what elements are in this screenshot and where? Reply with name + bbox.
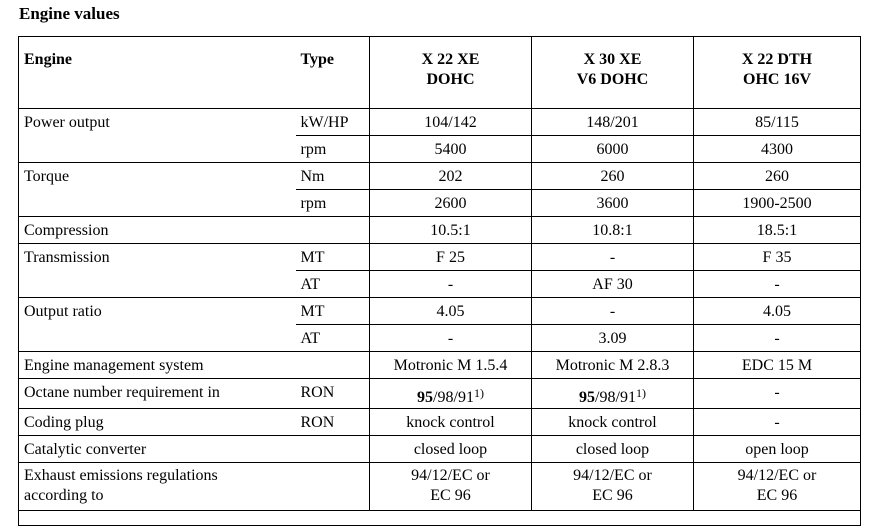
table-row-blank (19, 511, 861, 526)
cell-coding-e1: knock control (370, 409, 532, 436)
row-label-power-output: Power output (19, 109, 296, 136)
table-row-compression (19, 217, 861, 244)
cell-transmission-at-e3: - (694, 271, 861, 298)
table-row-transmission-at (19, 271, 861, 298)
cell-ratio-mt-e1: 4.05 (370, 298, 532, 325)
octane-e1-alternatives: /98/91 (433, 389, 474, 406)
octane-e2-alternatives: /98/91 (595, 389, 636, 406)
exhaust-label-line-1: Exhaust emissions regulations (24, 467, 218, 484)
table-row-transmission (19, 244, 861, 271)
cell-compression-e1: 10.5:1 (370, 217, 532, 244)
cell-torque-e2: 260 (532, 163, 694, 190)
cell-power-e1: 104/142 (370, 109, 532, 136)
exhaust-e2-line-2: EC 96 (592, 487, 633, 504)
cell-catalytic-e2: closed loop (532, 436, 694, 463)
row-label-compression: Compression (19, 217, 296, 244)
cell-coding-e2: knock control (532, 409, 694, 436)
exhaust-label-line-2: according to (24, 487, 104, 504)
header-engine-1-code: X 22 XE (421, 51, 480, 68)
table-row-catalytic-converter (19, 436, 861, 463)
cell-exhaust-e2 (532, 463, 694, 511)
unit-at: AT (296, 325, 370, 352)
unit-rpm: rpm (296, 190, 370, 217)
cell-ratio-mt-e2: - (532, 298, 694, 325)
header-engine-1 (370, 37, 532, 109)
header-engine-1-type: DOHC (426, 71, 475, 88)
row-label-torque: Torque (19, 163, 296, 190)
cell-management-e2: Motronic M 2.8.3 (532, 352, 694, 379)
exhaust-e1-line-1: 94/12/EC or (411, 467, 490, 484)
cell-ratio-at-e3: - (694, 325, 861, 352)
header-type: Type (296, 37, 370, 109)
cell-ratio-at-e2: 3.09 (532, 325, 694, 352)
exhaust-e1-line-2: EC 96 (430, 487, 471, 504)
cell-coding-e3: - (694, 409, 861, 436)
octane-e1-primary: 95 (417, 389, 434, 406)
header-engine-3-type: OHC 16V (743, 71, 811, 88)
unit-kw-hp: kW/HP (296, 109, 370, 136)
page-title: Engine values (19, 4, 120, 23)
unit-ron: RON (296, 379, 370, 409)
cell-transmission-at-e1: - (370, 271, 532, 298)
table-row-torque-rpm (19, 190, 861, 217)
cell-octane-e1 (370, 379, 532, 409)
cell-octane-e2 (532, 379, 694, 409)
row-label-coding-plug: Coding plug (19, 409, 296, 436)
cell-power-rpm-e1: 5400 (370, 136, 532, 163)
row-label-octane: Octane number requirement in (19, 379, 296, 409)
unit-rpm: rpm (296, 136, 370, 163)
cell-torque-rpm-e2: 3600 (532, 190, 694, 217)
table-row-output-ratio (19, 298, 861, 325)
table-row-engine-management (19, 352, 861, 379)
cell-torque-e1: 202 (370, 163, 532, 190)
octane-e2-primary: 95 (579, 389, 596, 406)
table-row-power-rpm (19, 136, 861, 163)
row-label-catalytic-converter: Catalytic converter (19, 436, 296, 463)
octane-e2-footnote: 1) (635, 386, 646, 400)
row-label-exhaust-emissions (19, 463, 296, 511)
cell-transmission-mt-e3: F 35 (694, 244, 861, 271)
cell-management-e1: Motronic M 1.5.4 (370, 352, 532, 379)
exhaust-e3-line-1: 94/12/EC or (737, 467, 817, 484)
cell-torque-rpm-e3: 1900-2500 (694, 190, 861, 217)
exhaust-e3-line-2: EC 96 (756, 487, 798, 504)
header-engine: Engine (19, 37, 296, 109)
cell-exhaust-e1 (370, 463, 532, 511)
cell-catalytic-e1: closed loop (370, 436, 532, 463)
cell-power-e2: 148/201 (532, 109, 694, 136)
octane-e1-footnote: 1) (473, 386, 484, 400)
cell-exhaust-e3 (694, 463, 861, 511)
row-label-transmission: Transmission (19, 244, 296, 271)
cell-power-e3: 85/115 (694, 109, 861, 136)
unit-ron: RON (296, 409, 370, 436)
cell-ratio-at-e1: - (370, 325, 532, 352)
header-engine-3 (694, 37, 861, 109)
exhaust-e2-line-1: 94/12/EC or (573, 467, 652, 484)
table-row-torque (19, 163, 861, 190)
table-row-octane (19, 379, 861, 409)
cell-transmission-at-e2: AF 30 (532, 271, 694, 298)
header-engine-3-code: X 22 DTH (741, 51, 813, 68)
header-engine-2-code: X 30 XE (583, 51, 642, 68)
header-engine-2 (532, 37, 694, 109)
unit-at: AT (296, 271, 370, 298)
cell-torque-e3: 260 (694, 163, 861, 190)
row-label-output-ratio: Output ratio (19, 298, 296, 325)
row-label-engine-management: Engine management system (19, 352, 296, 379)
cell-octane-e3: - (694, 379, 861, 409)
unit-nm: Nm (296, 163, 370, 190)
cell-torque-rpm-e1: 2600 (370, 190, 532, 217)
table-row-exhaust-emissions (19, 463, 861, 511)
cell-transmission-mt-e2: - (532, 244, 694, 271)
cell-power-rpm-e2: 6000 (532, 136, 694, 163)
engine-values-table (18, 36, 861, 526)
cell-compression-e2: 10.8:1 (532, 217, 694, 244)
table-row-coding-plug (19, 409, 861, 436)
table-row-power-output (19, 109, 861, 136)
cell-transmission-mt-e1: F 25 (370, 244, 532, 271)
table-row-output-ratio-at (19, 325, 861, 352)
cell-ratio-mt-e3: 4.05 (694, 298, 861, 325)
cell-catalytic-e3: open loop (694, 436, 861, 463)
table-header-row (19, 37, 861, 109)
header-engine-2-type: V6 DOHC (576, 71, 649, 88)
unit-mt: MT (296, 298, 370, 325)
cell-compression-e3: 18.5:1 (694, 217, 861, 244)
cell-management-e3: EDC 15 M (694, 352, 861, 379)
unit-mt: MT (296, 244, 370, 271)
cell-power-rpm-e3: 4300 (694, 136, 861, 163)
